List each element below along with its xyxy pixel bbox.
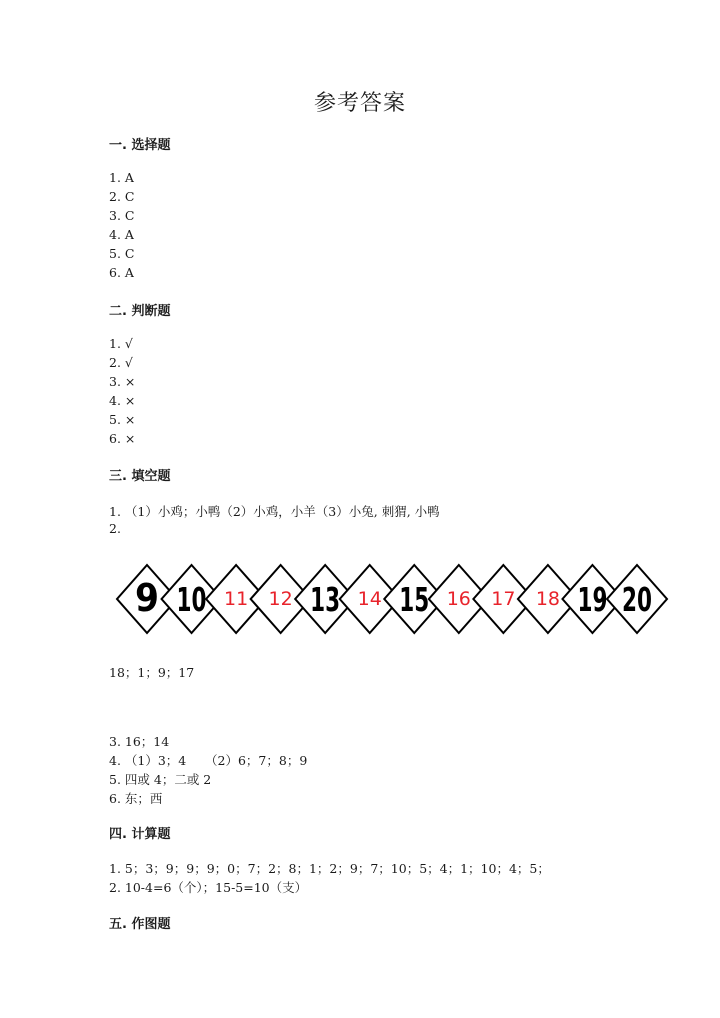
- answer-line: 3. C: [109, 208, 135, 223]
- answer-line: 4. （1）3；4 （2）6；7；8；9: [109, 753, 308, 768]
- section-heading-choice: 一. 选择题: [109, 138, 171, 153]
- section-heading-draw: 五. 作图题: [109, 917, 171, 932]
- diamond-number: 17: [491, 588, 516, 610]
- diamond-number: 13: [310, 580, 341, 619]
- answer-line: 5. C: [109, 246, 135, 261]
- number-diamond-figure: [115, 563, 669, 635]
- answer-line: 5. ×: [109, 412, 136, 427]
- diamond-number: 12: [268, 588, 293, 610]
- diamond-number: 18: [535, 588, 561, 610]
- answer-line: 1. √: [109, 336, 133, 351]
- answer-line: 18；1；9；17: [109, 665, 195, 680]
- diamond-number: 9: [135, 576, 159, 620]
- diamond-number: 16: [446, 588, 471, 610]
- answer-line: 1. A: [109, 170, 134, 185]
- answer-line: 3. 16；14: [109, 734, 170, 749]
- answer-line: 2. √: [109, 355, 133, 370]
- page-title: 参考答案: [313, 91, 406, 116]
- diamond-number: 20: [622, 580, 652, 619]
- section-heading-fill: 三. 填空题: [109, 469, 171, 484]
- diamond-number: 10: [176, 580, 207, 619]
- diamond-number: 15: [399, 580, 430, 619]
- section-heading-calc: 四. 计算题: [109, 827, 171, 842]
- answer-line: 2. C: [109, 189, 135, 204]
- answer-line: 4. ×: [109, 393, 136, 408]
- diamond-number: 14: [357, 588, 382, 610]
- answer-line: 5. 四或 4；二或 2: [109, 772, 212, 787]
- answer-line: 6. A: [109, 265, 134, 280]
- answer-line: 2.: [109, 521, 121, 536]
- answer-line: 1. 5；3；9；9；9；0；7；2；8；1；2；9；7；10；5；4；1；10；4；5；: [109, 861, 550, 876]
- answer-line: 6. ×: [109, 431, 136, 446]
- answer-line: 1. （1）小鸡；小鸭（2）小鸡，小羊（3）小兔, 刺猬, 小鸭: [109, 504, 440, 519]
- answer-line: 6. 东；西: [109, 791, 163, 806]
- answer-line: 2. 10-4=6（个）；15-5=10（支）: [109, 880, 308, 895]
- section-heading-judge: 二. 判断题: [109, 304, 171, 319]
- diamond-number: 19: [577, 580, 608, 619]
- diamond-number: 11: [223, 588, 249, 610]
- answer-line: 4. A: [109, 227, 134, 242]
- answer-line: 3. ×: [109, 374, 136, 389]
